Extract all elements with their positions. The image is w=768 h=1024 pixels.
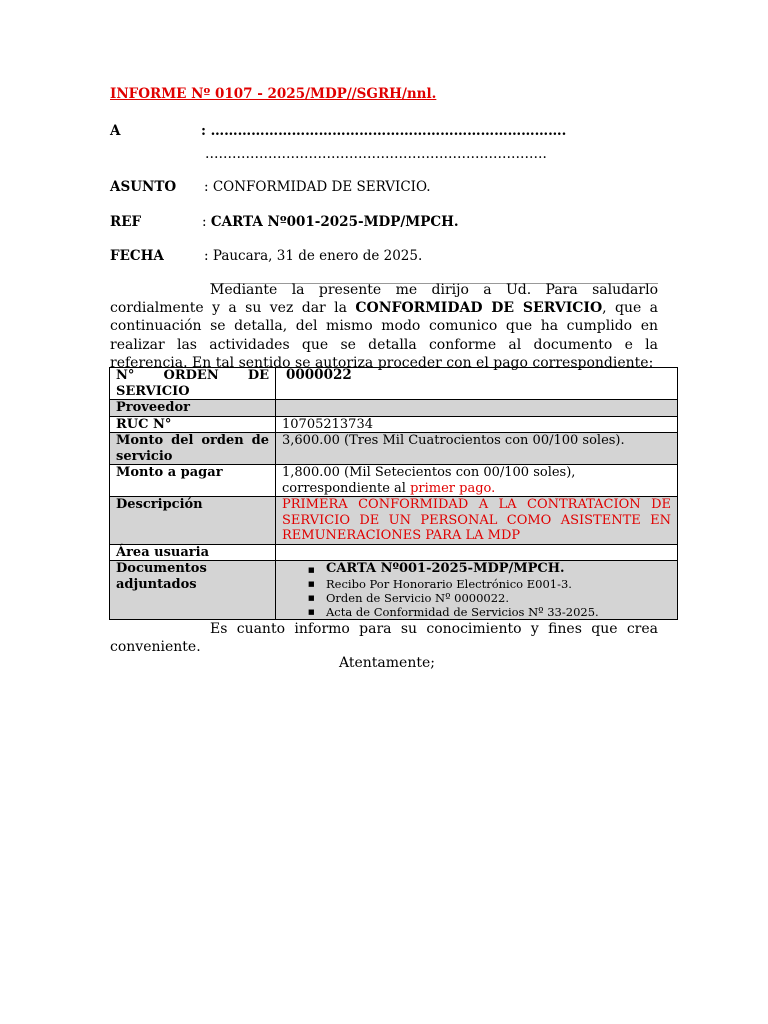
amount-to-pay-value: 1,800.00 (Mil Setecientos con 00/100 soles), correspondiente al primer pago. [276, 465, 678, 497]
sign-off: Atentamente; [339, 655, 435, 671]
closing-paragraph: Es cuanto informo para su conocimiento y fines que crea conveniente. [110, 621, 658, 655]
date-value: : Paucara, 31 de enero de 2025. [204, 248, 423, 264]
subject-value: : CONFORMIDAD DE SERVICIO. [204, 179, 431, 195]
order-amount-label: Monto del orden de servicio [110, 433, 276, 465]
table-row [110, 416, 678, 433]
body-paragraph: Mediante la presente me dirijo a Ud. Para saludarlo cordialmente y a su vez dar la CONFORMIDAD DE SERVICIO, que a continuación se detalla, del mismo modo comunico que ha cumplido en realizar las actividades que se detalla conforme al documento e la referencia. En tal sentido se autoriza proceder con el pago correspondiente: [110, 282, 659, 371]
table-row [110, 497, 678, 545]
description-value: PRIMERA CONFORMIDAD A LA CONTRATACION DE SERVICIO DE UN PERSONAL COMO ASISTENTE EN REMUNERACIONES PARA LA MDP [276, 497, 678, 545]
list-item: ■ CARTA Nº001-2025-MDP/MPCH. [326, 561, 671, 577]
addressee-line-1: : ……………………………………………………………………. [201, 123, 567, 139]
attached-documents-list [276, 561, 678, 620]
service-details-table [109, 367, 678, 620]
user-area-label: Área usuaria [110, 544, 276, 561]
amount-to-pay-label: Monto a pagar [110, 465, 276, 497]
table-row [110, 561, 678, 620]
order-amount-value: 3,600.00 (Tres Mil Cuatrocientos con 00/100 soles). [276, 433, 678, 465]
user-area-value [276, 544, 678, 561]
ruc-value: 10705213734 [276, 416, 678, 433]
table-row [110, 465, 678, 497]
description-label: Descripción [110, 497, 276, 545]
table-row [110, 544, 678, 561]
date-label: FECHA [110, 248, 164, 264]
ruc-label: RUC N° [110, 416, 276, 433]
service-order-label: N° ORDEN DE SERVICIO [110, 368, 276, 400]
addressee-line-2: …………………………………………………………………. [205, 146, 547, 162]
list-item: ■ Acta de Conformidad de Servicios Nº 33-2025. [326, 605, 671, 619]
reference-value: : CARTA Nº001-2025-MDP/MPCH. [202, 214, 459, 230]
addressee-label: A [110, 123, 121, 139]
subject-label: ASUNTO [110, 179, 177, 195]
report-title: INFORME Nº 0107 - 2025/MDP//SGRH/nnl. [110, 86, 437, 102]
table-row [110, 400, 678, 417]
list-item: ■ Orden de Servicio Nº 0000022. [326, 591, 671, 605]
attached-documents-label: Documentos adjuntados [110, 561, 276, 620]
list-item: ■ Recibo Por Honorario Electrónico E001-3. [326, 577, 671, 591]
table-row [110, 433, 678, 465]
table-row [110, 368, 678, 400]
provider-label: Proveedor [110, 400, 276, 417]
reference-label: REF [110, 214, 142, 230]
service-order-value: 0000022 [276, 368, 678, 400]
provider-value [276, 400, 678, 417]
